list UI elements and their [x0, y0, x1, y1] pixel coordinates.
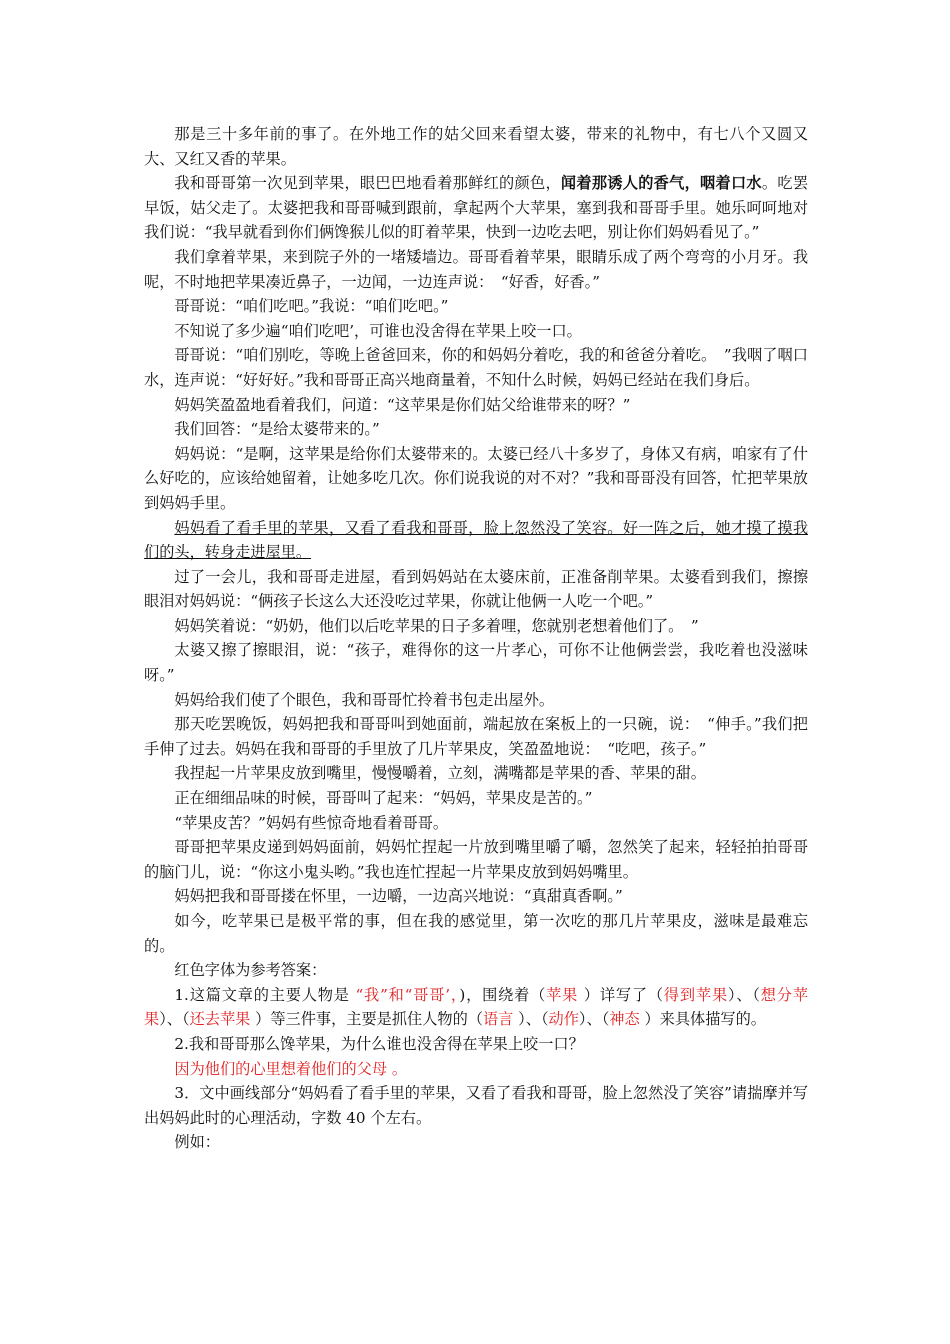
question-text: ）等三件事，主要是抓住人物的（ [250, 1010, 483, 1029]
answer-text: 得到苹果 [663, 985, 728, 1004]
question-text: ）详写了（ [578, 985, 664, 1004]
question-1 [144, 983, 808, 1032]
underlined-paragraph: 妈妈看了看手里的苹果，又看了看我和哥哥，脸上忽然没了笑容。好一阵之后，她才摸了摸我们的头，转身走进屋里。 [144, 518, 808, 562]
paragraph: 不知说了多少遍“咱们吃吧’，可谁也没舍得在苹果上咬一口。 [174, 321, 582, 340]
answer-text: “我”和“哥哥’， [355, 985, 460, 1004]
paragraph: 妈妈笑着说：“奶奶，他们以后吃苹果的日子多着哩，您就别老想着他们了。 ” [174, 616, 699, 635]
paragraph: 妈妈笑盈盈地看着我们，问道：“这苹果是你们姑父给谁带来的呀？” [174, 395, 631, 414]
question-text: ）、（ [159, 1010, 190, 1029]
paragraph: 太婆又擦了擦眼泪，说：“孩子，难得你的这一片孝心，可你不让他俩尝尝，我吃着也没滋味呀。” [144, 641, 808, 685]
paragraph [144, 171, 808, 245]
answer-text: 语言 [482, 1010, 514, 1029]
question-2-answer: 因为他们的心里想着他们的父母 。 [174, 1059, 408, 1078]
question-2: 2.我和哥哥那么馋苹果，为什么谁也没舍得在苹果上咬一口？ [174, 1034, 584, 1053]
answer-text: 还去苹果 [189, 1010, 251, 1029]
paragraph: 我们回答：“是给太婆带来的。” [174, 420, 380, 439]
paragraph: 过了一会儿，我和哥哥走进屋，看到妈妈站在太婆床前，正准备削苹果。太婆看到我们，擦擦眼泪对妈妈说：“俩孩子长这么大还没吃过苹果，你就让他俩一人吃一个吧。” [144, 567, 808, 611]
paragraph: 妈妈说：“是啊，这苹果是给你们太婆带来的。太婆已经八十多岁了，身体又有病，咱家有了什么好吃的，应该给她留着，让她多吃几次。你们说我说的对不对？”我和哥哥没有回答，忙把苹果放到妈妈手里。 [144, 444, 808, 512]
question-text: ）来具体描写的。 [639, 1010, 766, 1029]
text-run: 我和哥哥第一次见到苹果，眼巴巴地看着那鲜红的颜色， [174, 174, 561, 193]
paragraph: 妈妈给我们使了个眼色，我和哥哥忙拎着书包走出屋外。 [174, 690, 555, 709]
paragraph: 哥哥说：“咱们吃吧。”我说：“咱们吃吧。” [174, 297, 449, 316]
paragraph: 那天吃罢晚饭，妈妈把我和哥哥叫到她面前，端起放在案板上的一只碗，说： “伸手。”我们把手伸了过去。妈妈在我和哥哥的手里放了几片苹果皮，笑盈盈地说： “吃吧，孩子。” [144, 715, 808, 758]
example-label: 例如： [174, 1133, 220, 1152]
question-text: ）、（ [727, 985, 761, 1004]
paragraph: 我捏起一片苹果皮放到嘴里，慢慢嚼着，立刻，满嘴都是苹果的香、苹果的甜。 [174, 764, 706, 783]
question-text: ）、（ [513, 1010, 549, 1029]
answers-intro: 红色字体为参考答案： [174, 961, 327, 980]
paragraph: 妈妈把我和哥哥搂在怀里，一边嚼，一边高兴地说：“真甜真香啊。” [174, 887, 623, 906]
paragraph: 我们拿着苹果，来到院子外的一堵矮墙边。哥哥看着苹果，眼睛乐成了两个弯弯的小月牙。我呢，不时地把苹果凑近鼻子，一边闻，一边连声说： “好香，好香。” [144, 247, 808, 291]
answer-text: 想分苹果 [144, 985, 809, 1029]
answer-text: 苹果 [546, 985, 579, 1004]
answer-text: 动作 [548, 1010, 579, 1029]
paragraph: 那是三十多年前的事了。在外地工作的姑父回来看望太婆，带来的礼物中，有七八个又圆又大、又红又香的苹果。 [144, 125, 808, 168]
question-3: 3．文中画线部分“妈妈看了看手里的苹果，又看了看我和哥哥，脸上忽然没了笑容”请揣摩并写出妈妈此时的心理活动，字数 40 个左右。 [144, 1084, 808, 1127]
document-page [144, 122, 808, 1155]
paragraph: 哥哥把苹果皮递到妈妈面前，妈妈忙捏起一片放到嘴里嚼了嚼，忽然笑了起来，轻轻拍拍哥哥的脑门儿，说：“你这小鬼头哟。”我也连忙捏起一片苹果皮放到妈妈嘴里。 [144, 838, 808, 881]
question-text: )，围绕着（ [459, 985, 547, 1004]
paragraph: “苹果皮苦？”妈妈有些惊奇地看着哥哥。 [174, 813, 449, 832]
paragraph: 哥哥说：“咱们别吃，等晚上爸爸回来，你的和妈妈分着吃，我的和爸爸分着吃。 ”我咽了咽口水，连声说：“好好好。”我和哥哥正高兴地商量着，不知什么时候，妈妈已经站在我们身后。 [144, 346, 808, 389]
question-text: 1.这篇文章的主要人物是 [174, 985, 356, 1004]
bold-text: 闻着那诱人的香气，咽着口水 [560, 174, 762, 193]
answer-text: 神态 [609, 1010, 640, 1029]
paragraph: 正在细细品味的时候，哥哥叫了起来：“妈妈，苹果皮是苦的。” [174, 789, 593, 808]
text-run: 。吃罢早饭，姑父走了。太婆把我和哥哥喊到跟前，拿起两个大苹果，塞到我和哥哥手里。她乐呵呵地对我们说：“我早就看到你们俩馋猴儿似的盯着苹果，快到一边吃去吧，别让你们妈妈看见了。” [144, 174, 809, 242]
paragraph: 如今，吃苹果已是极平常的事，但在我的感觉里，第一次吃的那几片苹果皮，滋味是最难忘的。 [144, 912, 808, 955]
question-text: ）、（ [578, 1010, 610, 1029]
